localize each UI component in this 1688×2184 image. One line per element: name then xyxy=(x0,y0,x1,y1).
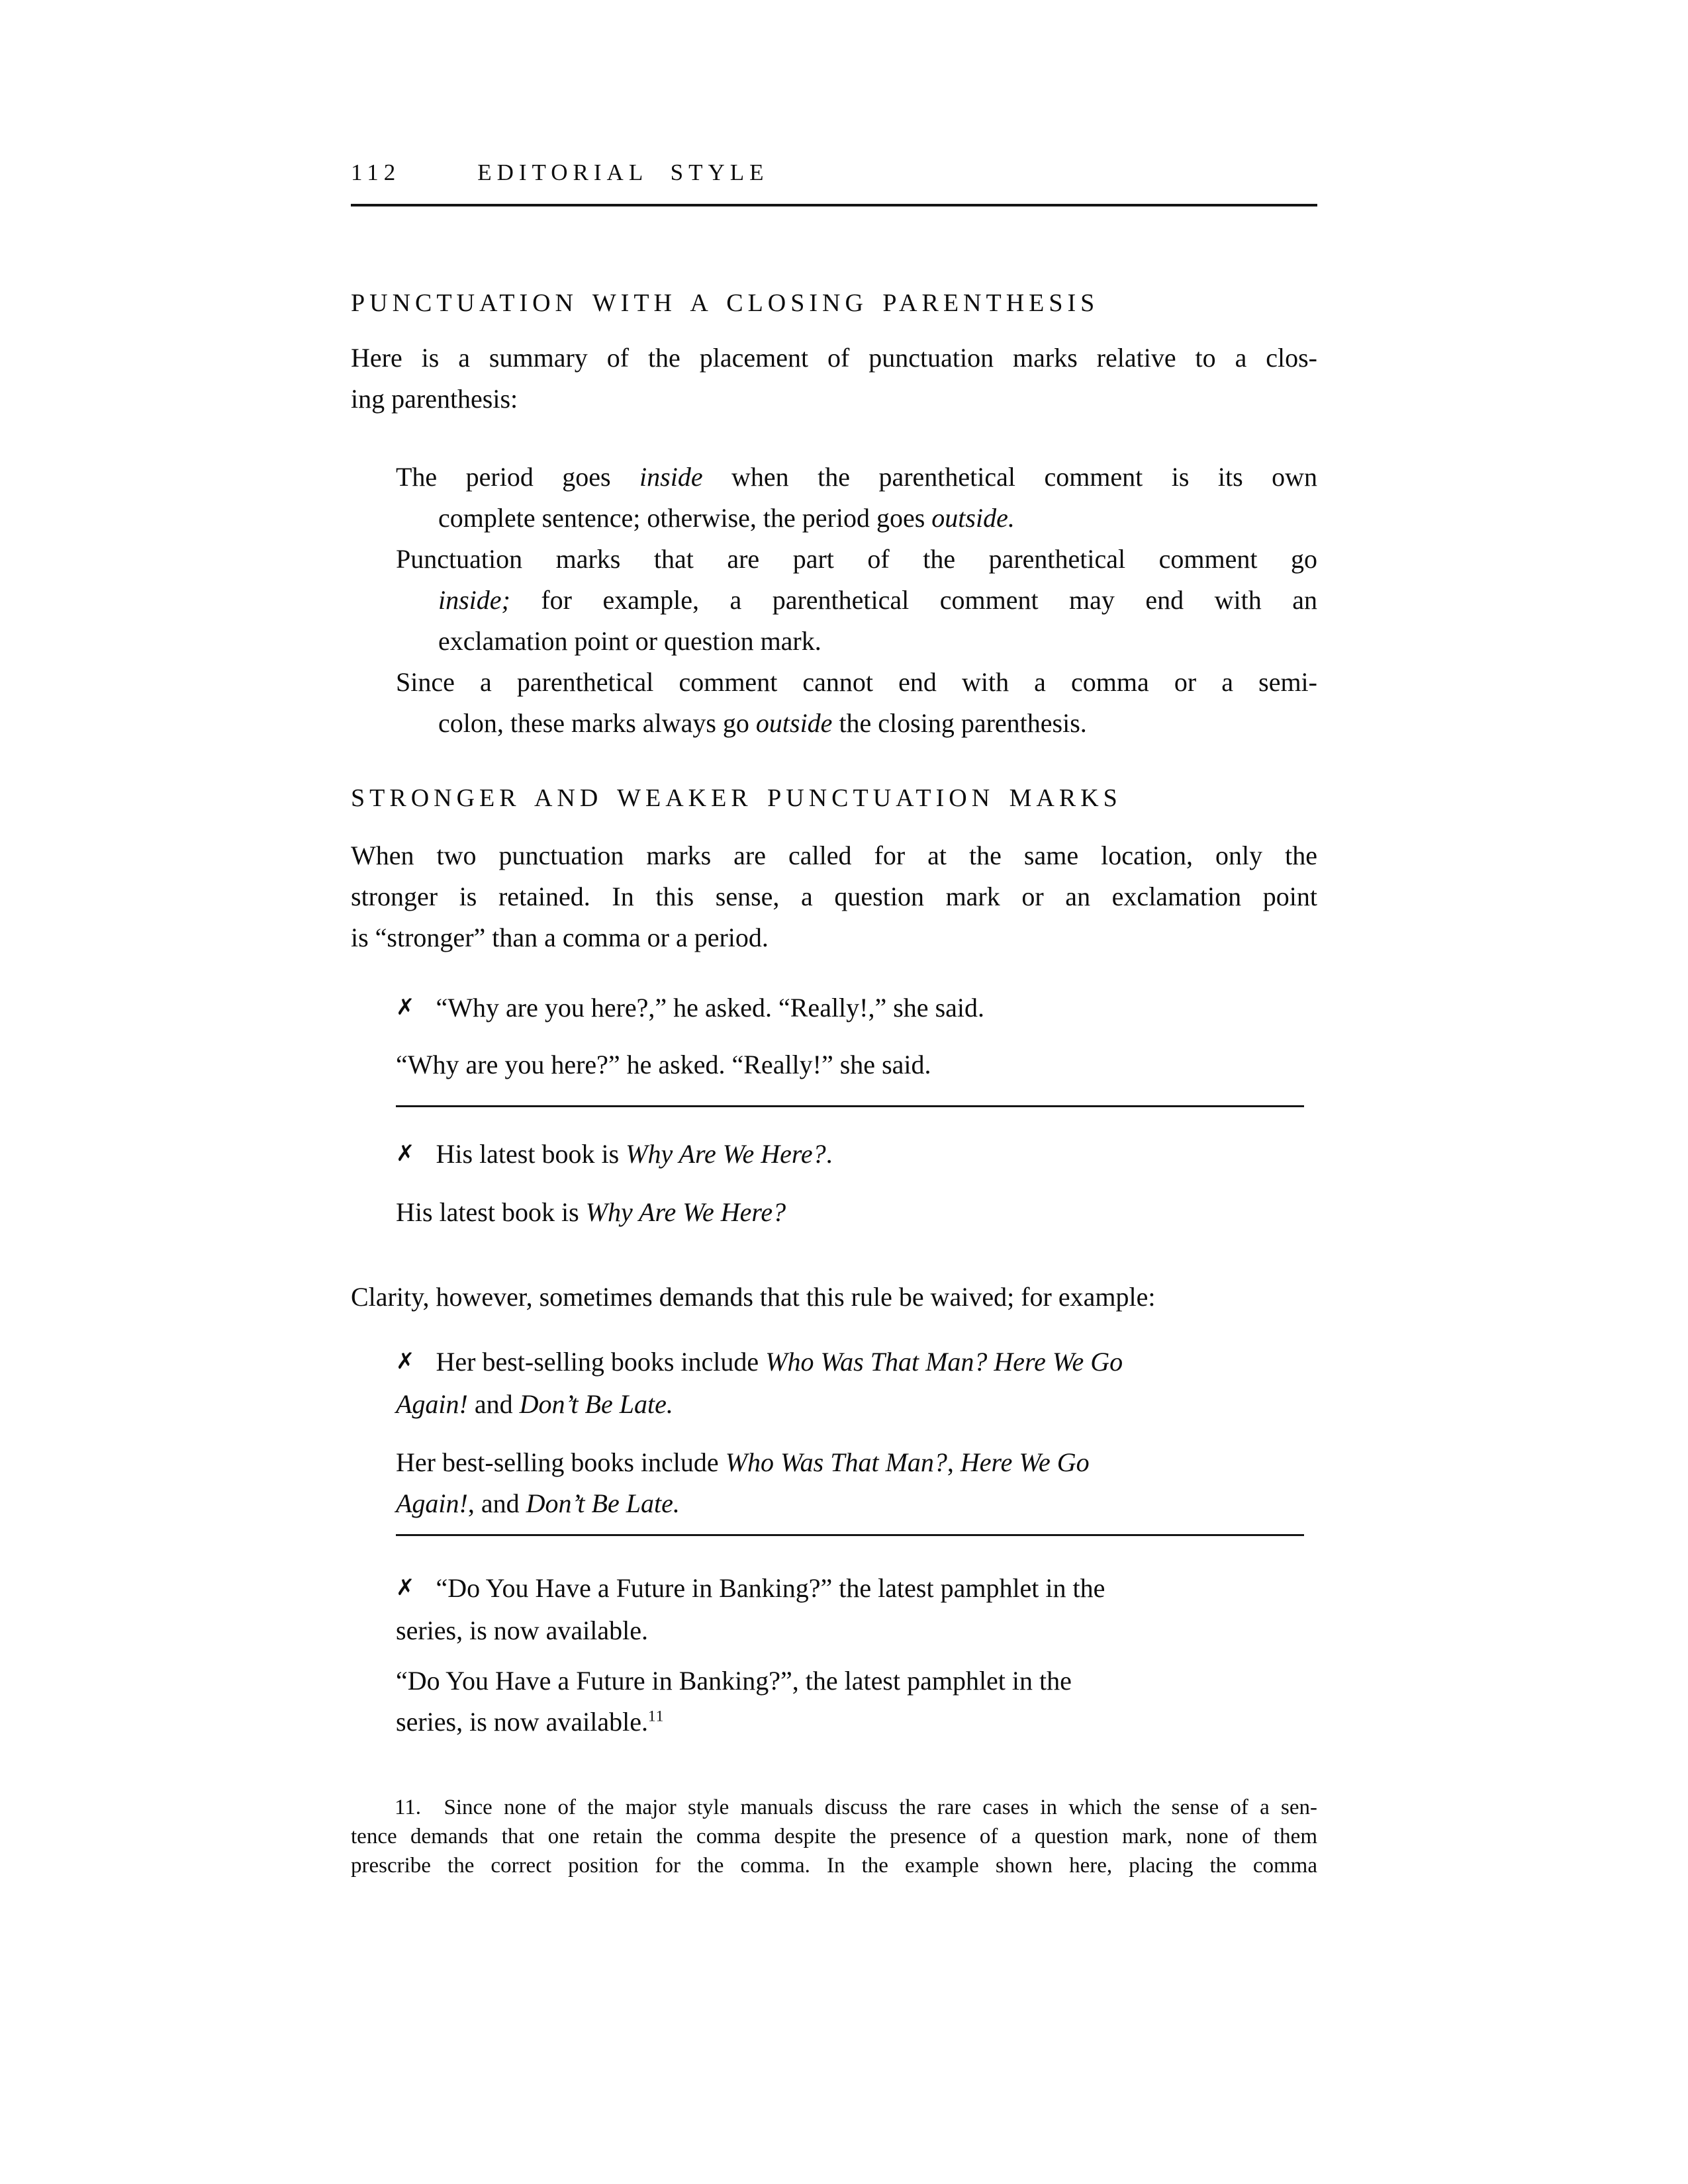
list-item-period: The period goes inside when the parenthetical comment is its own complete sentence; otherwise, the period goes outside. xyxy=(396,462,1317,533)
summary-list xyxy=(396,457,1317,744)
wrong-mark-icon: ✗ xyxy=(396,1348,415,1375)
example-bestselling-wrong: ✗ Her best-selling books include Who Was That Man? Here We Go Again! and Don’t Be Late. xyxy=(396,1347,1123,1419)
example-banking-wrong: ✗ “Do You Have a Future in Banking?” the latest pamphlet in the series, is now available. xyxy=(396,1573,1105,1645)
example-book-wrong: ✗ His latest book is Why Are We Here?. xyxy=(396,1139,833,1169)
example-bestselling-correct: Her best-selling books include Who Was That Man?, Here We Go Again!, and Don’t Be Late. xyxy=(396,1447,1090,1518)
wrong-mark-icon: ✗ xyxy=(396,1140,415,1167)
intro-paragraph-stronger: When two punctuation marks are called for at the same location, only the stronger is retained. In this sense, a question mark or an exclamation point is “stronger” than a comma or a period. xyxy=(351,841,1317,952)
page-number: 112 xyxy=(351,159,401,185)
clarity-paragraph: Clarity, however, sometimes demands that this rule be waived; for example: xyxy=(351,1282,1156,1312)
page-content xyxy=(351,159,1317,1880)
example-book-correct: His latest book is Why Are We Here? xyxy=(396,1197,786,1227)
list-item-marks-inside: Punctuation marks that are part of the parenthetical comment go inside; for example, a parenthetical comment may end with an exclamation point or question mark. xyxy=(396,544,1317,656)
intro-paragraph-parenthesis: Here is a summary of the placement of punctuation marks relative to a clos- ing parenthesis: xyxy=(351,343,1317,414)
header-rule xyxy=(351,204,1317,206)
example-quotes-wrong: ✗ “Why are you here?,” he asked. “Really!,” she said. xyxy=(396,993,984,1023)
running-head xyxy=(351,159,1317,187)
example-banking-correct: “Do You Have a Future in Banking?”, the latest pamphlet in the series, is now available.$^{11}$ xyxy=(396,1666,1072,1737)
section-heading-stronger-weaker: STRONGER AND WEAKER PUNCTUATION MARKS xyxy=(351,784,1122,812)
footnote: 11. Since none of the major style manuals discuss the rare cases in which the sense of a sen- tence demands that one retain the comma despite the presence of a question mark, none of them prescribe the correct position for the comma. In the example shown here, placing the comma xyxy=(351,1796,1317,1878)
section-heading-closing-parenthesis: PUNCTUATION WITH A CLOSING PARENTHESIS xyxy=(351,289,1100,317)
example-quotes-correct: “Why are you here?” he asked. “Really!” she said. xyxy=(396,1050,931,1079)
example-divider-2 xyxy=(396,1534,1304,1536)
wrong-mark-icon: ✗ xyxy=(396,1574,415,1601)
wrong-mark-icon: ✗ xyxy=(396,994,415,1021)
list-item-comma-semicolon: Since a parenthetical comment cannot end with a comma or a semi- colon, these marks always go outside the closing parenthesis. xyxy=(396,667,1317,738)
example-divider-1 xyxy=(396,1105,1304,1107)
running-head-title: EDITORIAL STYLE xyxy=(477,159,769,185)
